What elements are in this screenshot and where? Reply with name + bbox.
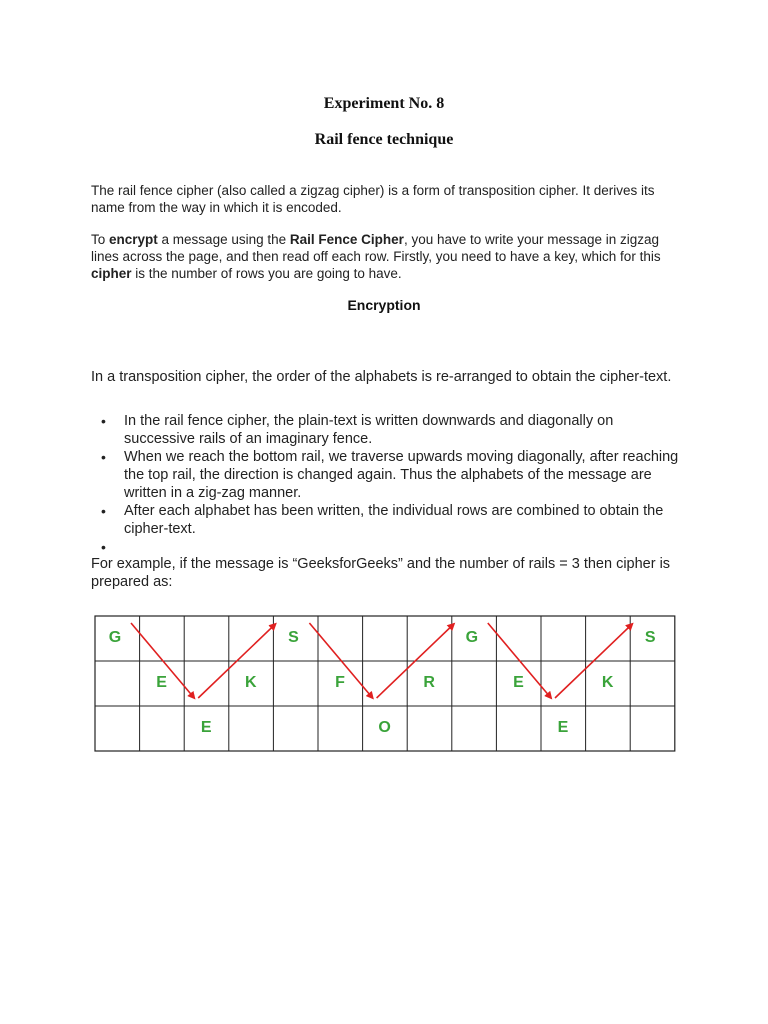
- list-item-text: When we reach the bottom rail, we traverse upwards moving diagonally, after reaching the top rail, the direction is changed again. Thus the alphabets of the message are written in a zig-zag manner.: [124, 449, 679, 501]
- bullet-marker: •: [101, 449, 106, 465]
- cipher-letter: F: [335, 674, 345, 692]
- text-run: a message using the: [157, 232, 290, 247]
- cipher-letter: E: [156, 674, 167, 692]
- list-item: [91, 538, 681, 556]
- cipher-letter: S: [288, 629, 299, 647]
- cipher-letter: E: [513, 674, 524, 692]
- bold-encrypt: encrypt: [109, 232, 158, 247]
- cipher-letter: R: [423, 674, 435, 692]
- transposition-paragraph: In a transposition cipher, the order of the alphabets is re-arranged to obtain the cipher-text.: [91, 369, 672, 385]
- cipher-letter: S: [644, 629, 656, 647]
- experiment-number: Experiment No. 8: [323, 95, 445, 112]
- list-item: [91, 412, 681, 448]
- section-heading: Encryption: [347, 297, 421, 313]
- cipher-letter: K: [601, 674, 614, 692]
- example-paragraph: For example, if the message is “GeeksforGeeks” and the number of rails = 3 then cipher is prepared as:: [91, 556, 671, 590]
- cipher-letter: G: [465, 629, 479, 647]
- cipher-letter: E: [200, 719, 212, 737]
- list-item: [91, 502, 681, 538]
- cipher-letter: K: [245, 674, 257, 692]
- rail-fence-diagram: [94, 615, 676, 755]
- text-run: To: [91, 232, 110, 247]
- cipher-letter: G: [108, 629, 122, 647]
- cipher-letter: E: [557, 719, 569, 737]
- list-item-text: After each alphabet has been written, the individual rows are combined to obtain the cipher-text.: [124, 503, 664, 537]
- intro-paragraph: The rail fence cipher (also called a zigzag cipher) is a form of transposition cipher. It derives its name from the way in which it is encoded.: [91, 183, 655, 215]
- bullet-list: [91, 412, 681, 556]
- list-item: [91, 448, 681, 502]
- encrypt-paragraph: [91, 231, 681, 282]
- bullet-marker: •: [101, 539, 106, 555]
- page-title: Rail fence technique: [314, 131, 454, 148]
- text-run: is the number of rows you are going to have.: [131, 266, 402, 281]
- list-item-text: In the rail fence cipher, the plain-text is written downwards and diagonally on successive rails of an imaginary fence.: [124, 413, 614, 447]
- grid-letters: [109, 629, 656, 736]
- cipher-letter: O: [378, 719, 391, 737]
- bold-rail-fence-cipher: Rail Fence Cipher: [289, 232, 404, 247]
- bullet-marker: •: [101, 503, 106, 519]
- bold-cipher: cipher: [91, 266, 132, 281]
- text-run: , you have to write your message in zigzag lines across the page, and then read off each row. Firstly, you need to have a key, which for this: [91, 232, 661, 264]
- bullet-marker: •: [101, 413, 106, 429]
